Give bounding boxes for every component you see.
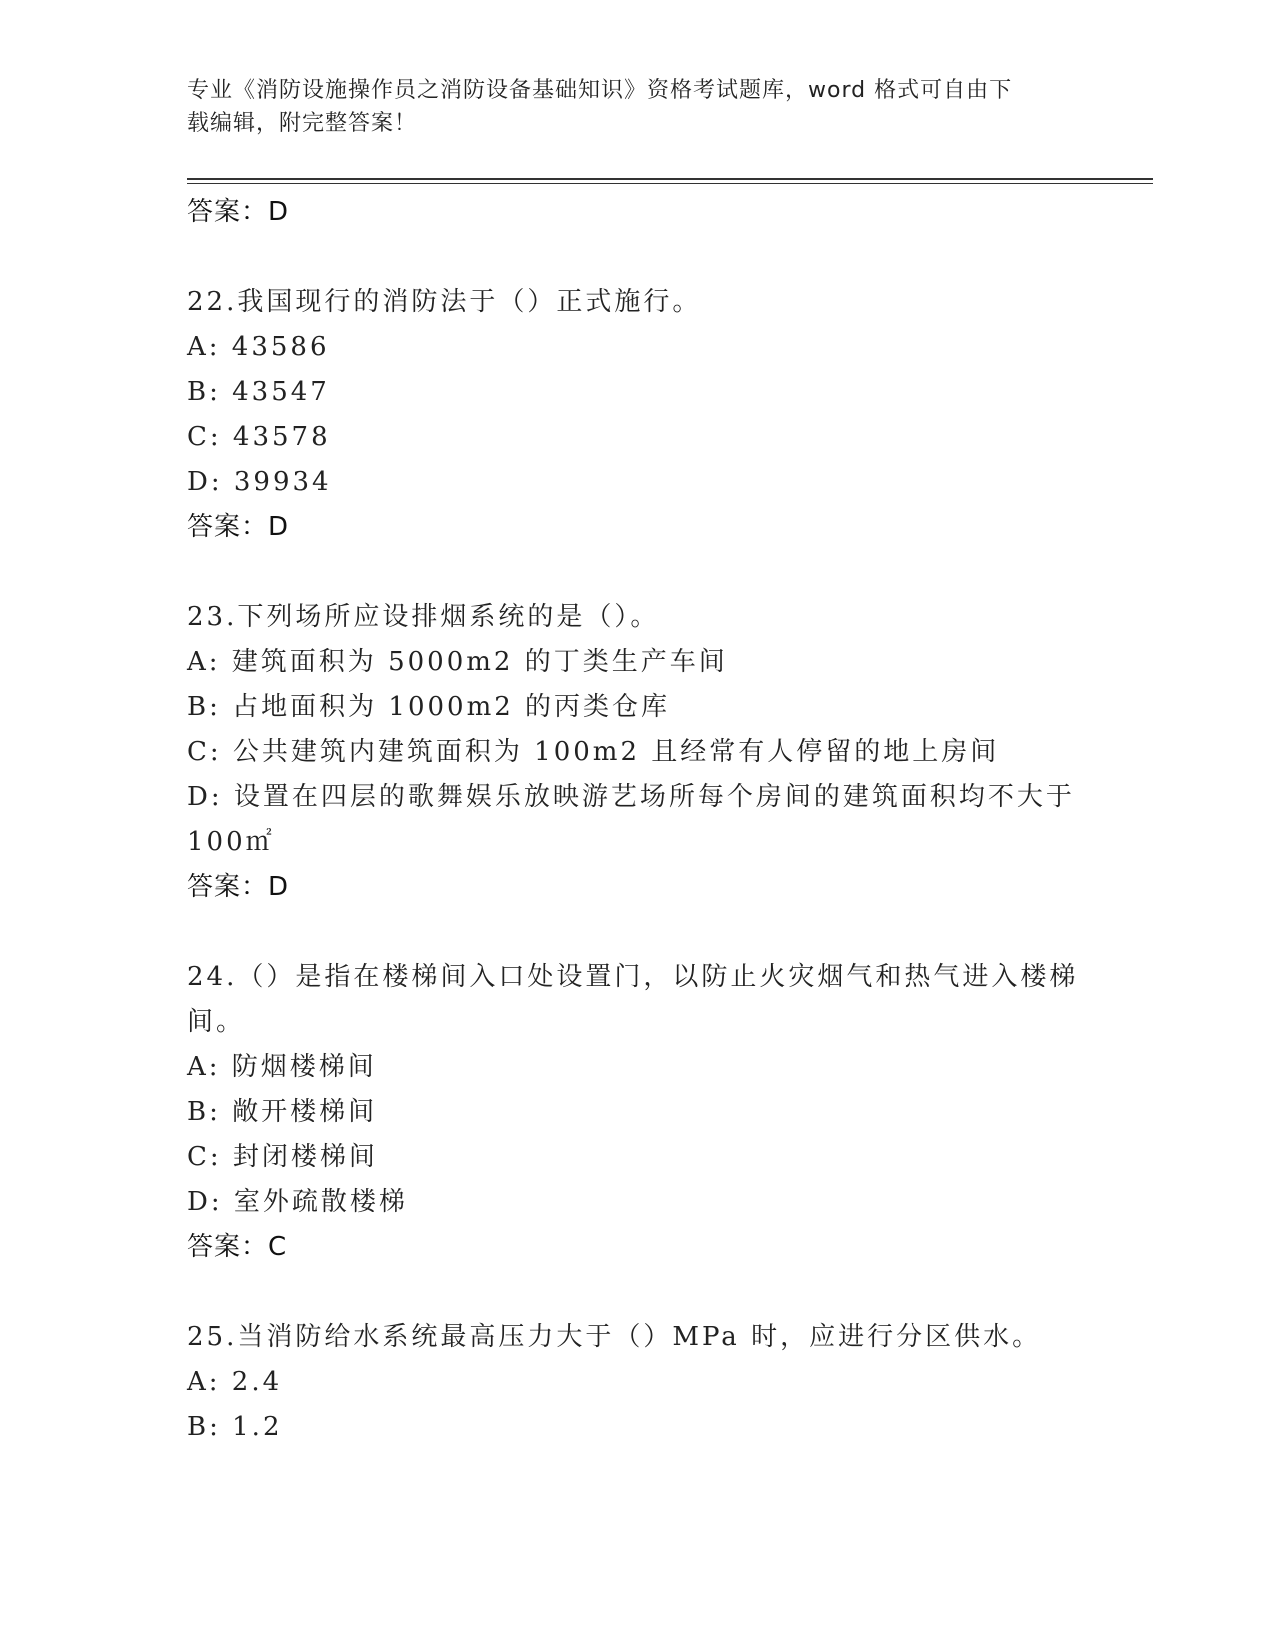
question-stem: 24.（）是指在楼梯间入口处设置门，以防止火灾烟气和热气进入楼梯间。 <box>187 962 1079 1037</box>
answer-line: 答案：C <box>187 1232 288 1262</box>
option-b: B: 敞开楼梯间 <box>187 1097 378 1127</box>
question-stem: 22.我国现行的消防法于（）正式施行。 <box>187 287 702 317</box>
question-block-24 <box>187 955 1087 1269</box>
question-stem: 25.当消防给水系统最高压力大于（）MPa 时，应进行分区供水。 <box>187 1322 1042 1352</box>
option-a: A: 43586 <box>187 332 330 362</box>
option-c: C: 封闭楼梯间 <box>187 1142 378 1172</box>
answer-line: 答案：D <box>187 512 290 542</box>
question-list <box>187 190 1087 1450</box>
answer-line: 答案：D <box>187 197 290 227</box>
header-line-2: 载编辑，附完整答案！ <box>187 111 418 136</box>
option-d: D: 39934 <box>187 467 332 497</box>
header-rule-thin <box>187 183 1153 184</box>
page-header <box>187 74 1067 140</box>
option-a: A: 建筑面积为 5000m2 的丁类生产车间 <box>187 647 728 677</box>
header-line-1: 专业《消防设施操作员之消防设备基础知识》资格考试题库，word 格式可自由下 <box>187 78 1013 103</box>
question-block-23 <box>187 595 1087 909</box>
option-d: D: 设置在四层的歌舞娱乐放映游艺场所每个房间的建筑面积均不大于 100㎡ <box>187 782 1075 857</box>
option-b: B: 1.2 <box>187 1412 283 1442</box>
question-stem: 23.下列场所应设排烟系统的是（）。 <box>187 602 660 632</box>
option-d: D: 室外疏散楼梯 <box>187 1187 408 1217</box>
answer-line: 答案：D <box>187 872 290 902</box>
option-b: B: 占地面积为 1000m2 的丙类仓库 <box>187 692 671 722</box>
question-block-22 <box>187 280 1087 549</box>
option-a: A: 防烟楼梯间 <box>187 1052 377 1082</box>
option-a: A: 2.4 <box>187 1367 283 1397</box>
option-c: C: 43578 <box>187 422 331 452</box>
option-b: B: 43547 <box>187 377 330 407</box>
header-rule-thick <box>187 178 1153 180</box>
option-c: C: 公共建筑内建筑面积为 100m2 且经常有人停留的地上房间 <box>187 737 1000 767</box>
question-block-25 <box>187 1315 1087 1450</box>
